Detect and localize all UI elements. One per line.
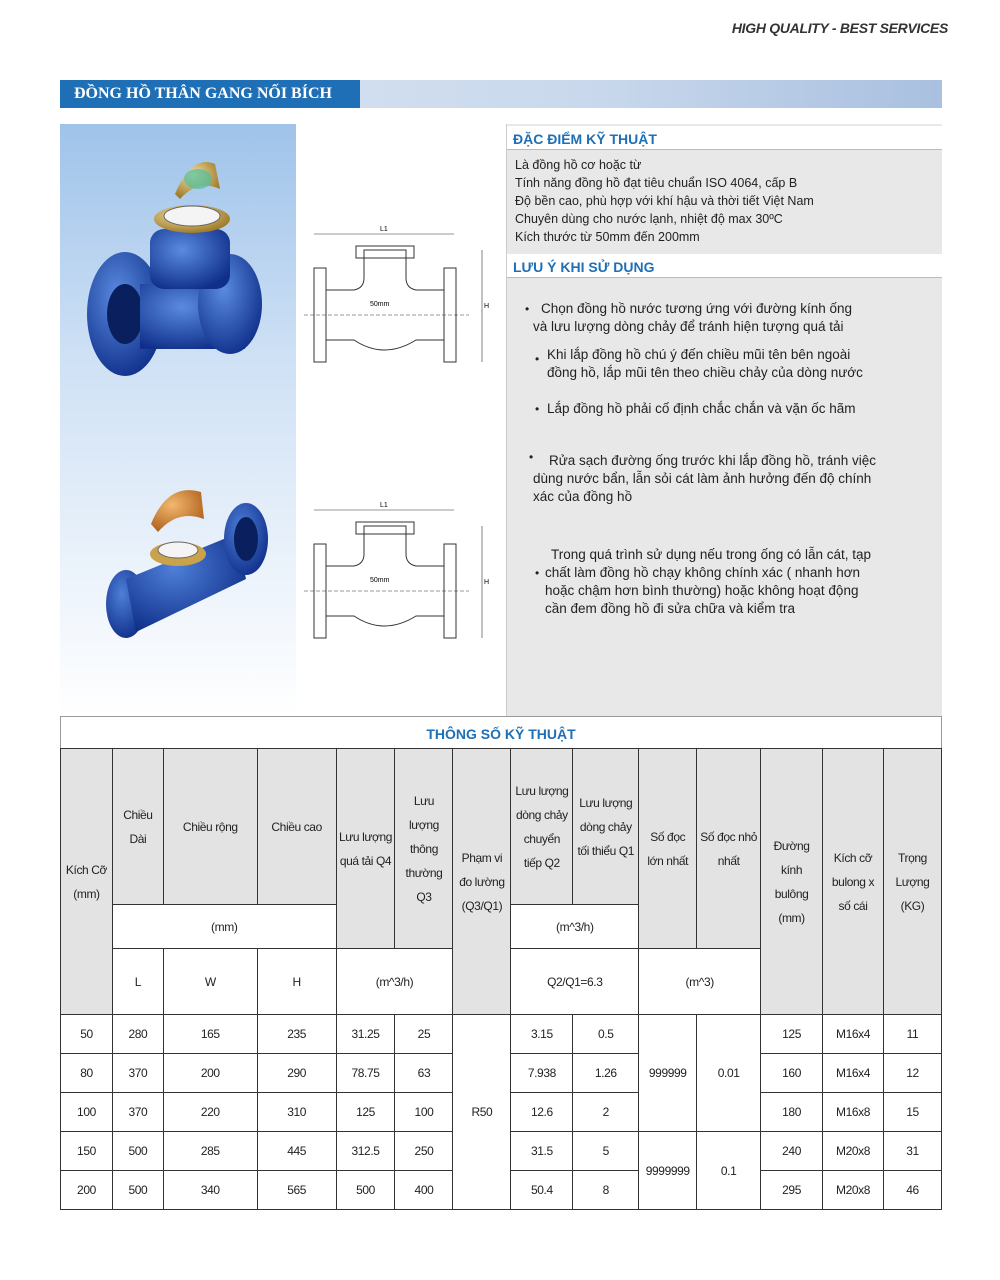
- col-header-bolt-dia: Đường kính bulông (mm): [761, 749, 823, 1015]
- drawing-bottom: [304, 496, 504, 656]
- dim-size-label: 50mm: [370, 301, 390, 308]
- table-cell: 2: [573, 1093, 639, 1132]
- subheader-H: H: [257, 949, 336, 1015]
- bullet-icon: •: [525, 302, 530, 316]
- table-cell: 250: [395, 1132, 453, 1171]
- dim-length-label-2: L1: [380, 502, 388, 509]
- note-item: • Rửa sạch đường ống trước khi lắp đồng hồ, tránh việc dùng nước bẩn, lẫn sỏi cát làm ảnh hưởng đến độ chính xác của đồng hồ: [529, 450, 876, 504]
- min-read-cell: 0.1: [697, 1132, 761, 1210]
- table-cell: 50: [61, 1015, 113, 1054]
- table-cell: M20x8: [823, 1132, 884, 1171]
- table-cell: M20x8: [823, 1171, 884, 1210]
- table-cell: 3.15: [511, 1015, 573, 1054]
- table-cell: 565: [257, 1171, 336, 1210]
- table-cell: 5: [573, 1132, 639, 1171]
- table-cell: 1.26: [573, 1054, 639, 1093]
- table-cell: 31.25: [336, 1015, 395, 1054]
- spec-line: Chuyên dùng cho nước lạnh, nhiệt độ max 30ºC: [515, 212, 783, 226]
- unit-flow-q2q1: (m^3/h): [511, 905, 639, 949]
- unit-read: (m^3): [639, 949, 761, 1015]
- table-cell: 290: [257, 1054, 336, 1093]
- table-cell: 125: [761, 1015, 823, 1054]
- threaded-meter-photo: [96, 484, 286, 644]
- table-cell: 12: [883, 1054, 941, 1093]
- col-header-length: Chiều Dài: [112, 749, 163, 905]
- max-read-cell: 9999999: [639, 1132, 697, 1210]
- table-cell: 31: [883, 1132, 941, 1171]
- table-cell: 0.5: [573, 1015, 639, 1054]
- table-cell: 125: [336, 1093, 395, 1132]
- spec-line: Tính năng đồng hồ đạt tiêu chuẩn ISO 4064, cấp B: [515, 176, 798, 190]
- table-header-row: [61, 749, 942, 905]
- spec-line: Kích thước từ 50mm đến 200mm: [515, 230, 700, 244]
- table-cell: 15: [883, 1093, 941, 1132]
- dim-height-label: H: [484, 303, 490, 310]
- min-read-cell: 0.01: [697, 1015, 761, 1132]
- dim-length-label: L1: [380, 226, 388, 233]
- table-cell: 370: [112, 1054, 163, 1093]
- table-cell: M16x4: [823, 1015, 884, 1054]
- table-cell: 285: [163, 1132, 257, 1171]
- table-cell: 220: [163, 1093, 257, 1132]
- col-header-width: Chiều rộng: [163, 749, 257, 905]
- bullet-icon: •: [535, 352, 540, 366]
- table-cell: 370: [112, 1093, 163, 1132]
- spec-line: Độ bền cao, phù hợp với khí hậu và thời tiết Việt Nam: [515, 194, 814, 208]
- col-header-q4: Lưu lượng quá tải Q4: [336, 749, 395, 949]
- drawing-top: [304, 220, 504, 380]
- range-cell: R50: [453, 1015, 511, 1210]
- col-header-height: Chiều cao: [257, 749, 336, 905]
- spec-line: Là đồng hồ cơ hoặc từ: [515, 158, 642, 172]
- specs-list: [515, 156, 814, 246]
- table-cell: 78.75: [336, 1054, 395, 1093]
- table-cell: 500: [112, 1171, 163, 1210]
- table-cell: 150: [61, 1132, 113, 1171]
- table-row: [61, 1015, 942, 1054]
- table-cell: 7.938: [511, 1054, 573, 1093]
- table-cell: 280: [112, 1015, 163, 1054]
- table-cell: 100: [395, 1093, 453, 1132]
- unit-flow-q4q3: (m^3/h): [336, 949, 453, 1015]
- table-cell: 50.4: [511, 1171, 573, 1210]
- table-cell: 31.5: [511, 1132, 573, 1171]
- table-cell: 25: [395, 1015, 453, 1054]
- bullet-icon: •: [529, 450, 534, 464]
- title-bar: [60, 80, 942, 108]
- unit-mm: (mm): [112, 905, 336, 949]
- subheader-ratio: Q2/Q1=6.3: [511, 949, 639, 1015]
- dim-height-label-2: H: [484, 579, 490, 586]
- table-cell: M16x4: [823, 1054, 884, 1093]
- col-header-range: Phạm vi đo lường (Q3/Q1): [453, 749, 511, 1015]
- col-header-size: Kích Cỡ (mm): [61, 749, 113, 1015]
- table-cell: 500: [112, 1132, 163, 1171]
- table-cell: 63: [395, 1054, 453, 1093]
- col-header-min-read: Số đọc nhỏ nhất: [697, 749, 761, 949]
- col-header-max-read: Số đọc lớn nhất: [639, 749, 697, 949]
- table-cell: 12.6: [511, 1093, 573, 1132]
- table-cell: 160: [761, 1054, 823, 1093]
- subheader-L: L: [112, 949, 163, 1015]
- bullet-icon: •: [535, 402, 540, 416]
- table-cell: 200: [163, 1054, 257, 1093]
- table-cell: 180: [761, 1093, 823, 1132]
- header-tagline: HIGH QUALITY - BEST SERVICES: [731, 20, 948, 36]
- dim-size-label-2: 50mm: [370, 577, 390, 584]
- table-cell: 400: [395, 1171, 453, 1210]
- table-title: THÔNG SỐ KỸ THUẬT: [60, 716, 942, 748]
- col-header-weight: Trọng Lượng (KG): [883, 749, 941, 1015]
- table-cell: 8: [573, 1171, 639, 1210]
- page-title: ĐỒNG HỒ THÂN GANG NỐI BÍCH: [60, 80, 360, 108]
- technical-drawing-panel: [296, 124, 507, 716]
- note-item: • Khi lắp đồng hồ chú ý đến chiều mũi tên bên ngoài đồng hồ, lắp mũi tên theo chiều chảy của dòng nước: [535, 347, 863, 380]
- table-cell: 11: [883, 1015, 941, 1054]
- col-header-bolt-size: Kích cỡ bulong x số cái: [823, 749, 884, 1015]
- table-cell: 445: [257, 1132, 336, 1171]
- table-cell: M16x8: [823, 1093, 884, 1132]
- specs-heading: ĐẶC ĐIỂM KỸ THUẬT: [507, 126, 942, 150]
- col-header-q1: Lưu lượng dòng chảy tối thiểu Q1: [573, 749, 639, 905]
- col-header-q2: Lưu lượng dòng chảy chuyển tiếp Q2: [511, 749, 573, 905]
- table-cell: 312.5: [336, 1132, 395, 1171]
- col-header-q3: Lưu lượng thông thường Q3: [395, 749, 453, 949]
- note-item: • Lắp đồng hồ phải cố định chắc chắn và vặn ốc hãm: [535, 401, 856, 416]
- bullet-icon: •: [535, 566, 540, 580]
- info-panel: [507, 124, 942, 716]
- notes-heading: LƯU Ý KHI SỬ DỤNG: [507, 254, 942, 278]
- spec-table: [60, 748, 942, 1210]
- note-item: • Chọn đồng hồ nước tương ứng với đường kính ống và lưu lượng dòng chảy để tránh hiện tượng quá tải: [525, 301, 852, 334]
- table-cell: 80: [61, 1054, 113, 1093]
- flanged-meter-photo: [80, 134, 280, 394]
- table-cell: 310: [257, 1093, 336, 1132]
- table-cell: 235: [257, 1015, 336, 1054]
- table-cell: 46: [883, 1171, 941, 1210]
- table-cell: 295: [761, 1171, 823, 1210]
- table-cell: 240: [761, 1132, 823, 1171]
- max-read-cell: 999999: [639, 1015, 697, 1132]
- table-cell: 340: [163, 1171, 257, 1210]
- product-photo-panel: [60, 124, 296, 716]
- table-cell: 100: [61, 1093, 113, 1132]
- note-item: • Trong quá trình sử dụng nếu trong ống có lẫn cát, tạp chất làm đồng hồ chạy không chính xác ( nhanh hơn hoặc chậm hơn bình thường) hoặc không hoạt động cần đem đồng hồ đi sửa chữa và kiểm tra: [535, 547, 871, 616]
- table-cell: 200: [61, 1171, 113, 1210]
- table-cell: 165: [163, 1015, 257, 1054]
- subheader-W: W: [163, 949, 257, 1015]
- table-cell: 500: [336, 1171, 395, 1210]
